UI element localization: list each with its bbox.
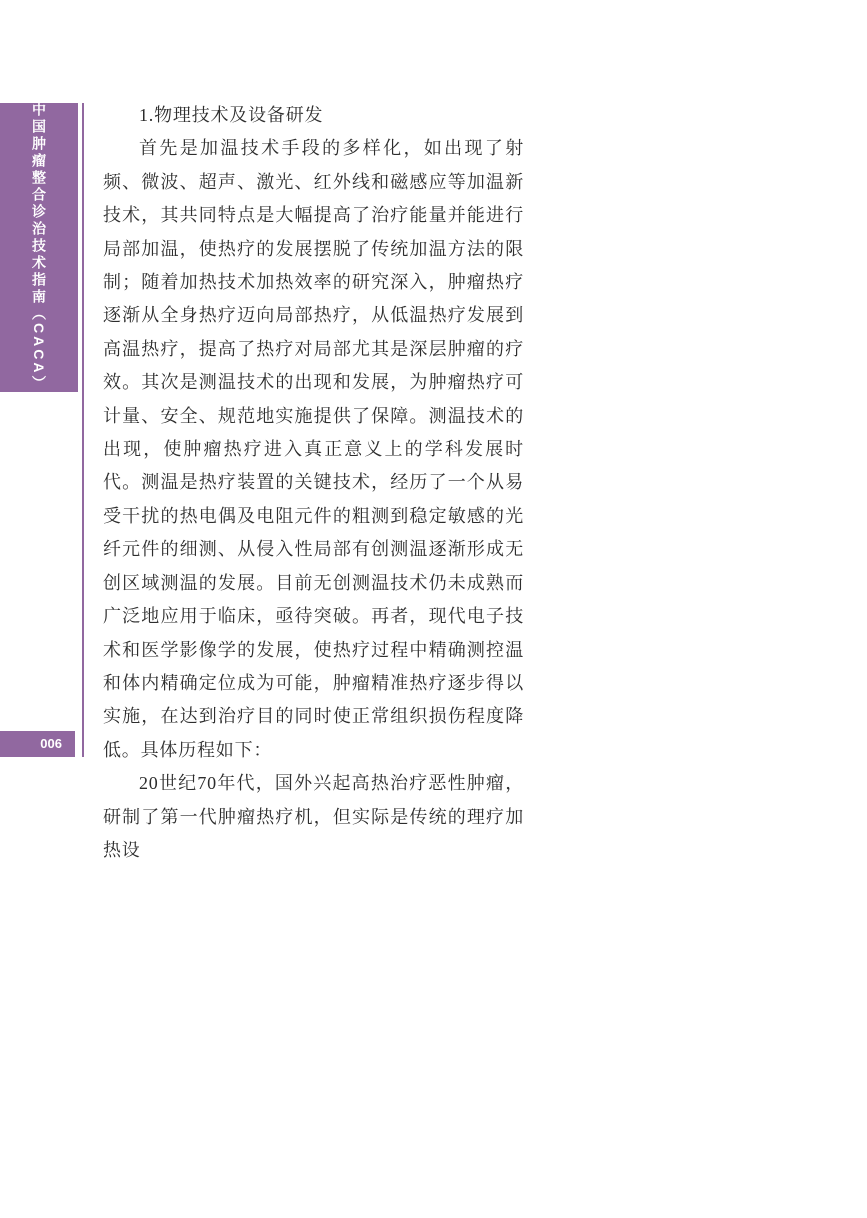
paragraph: 20世纪70年代，国外兴起高热治疗恶性肿瘤，研制了第一代肿瘤热疗机，但实际是传统的理疗加热设 — [103, 773, 524, 860]
book-series-title: 中国肿瘤整合诊治技术指南（CACA） — [31, 102, 47, 393]
section-heading: 1.物理技术及设备研发 — [139, 105, 324, 125]
vertical-divider-line — [82, 103, 84, 757]
sidebar-title-bar — [0, 103, 78, 392]
page-content — [103, 99, 524, 867]
page-number-badge: 006 — [0, 731, 75, 757]
paragraph: 首先是加温技术手段的多样化，如出现了射频、微波、超声、激光、红外线和磁感应等加温新技术，其共同特点是大幅提高了治疗能量并能进行局部加温，使热疗的发展摆脱了传统加温方法的限制；随着加热技术加热效率的研究深入，肿瘤热疗逐渐从全身热疗迈向局部热疗，从低温热疗发展到高温热疗，提高了热疗对局部尤其是深层肿瘤的疗效。其次是测温技术的出现和发展，为肿瘤热疗可计量、安全、规范地实施提供了保障。测温技术的出现，使肿瘤热疗进入真正意义上的学科发展时代。测温是热疗装置的关键技术，经历了一个从易受干扰的热电偶及电阻元件的粗测到稳定敏感的光纤元件的细测、从侵入性局部有创测温逐渐形成无创区域测温的发展。目前无创测温技术仍未成熟而广泛地应用于临床，亟待突破。再者，现代电子技术和医学影像学的发展，使热疗过程中精确测控温和体内精确定位成为可能，肿瘤精准热疗逐步得以实施，在达到治疗目的同时使正常组织损伤程度降低。具体历程如下： — [103, 138, 524, 760]
